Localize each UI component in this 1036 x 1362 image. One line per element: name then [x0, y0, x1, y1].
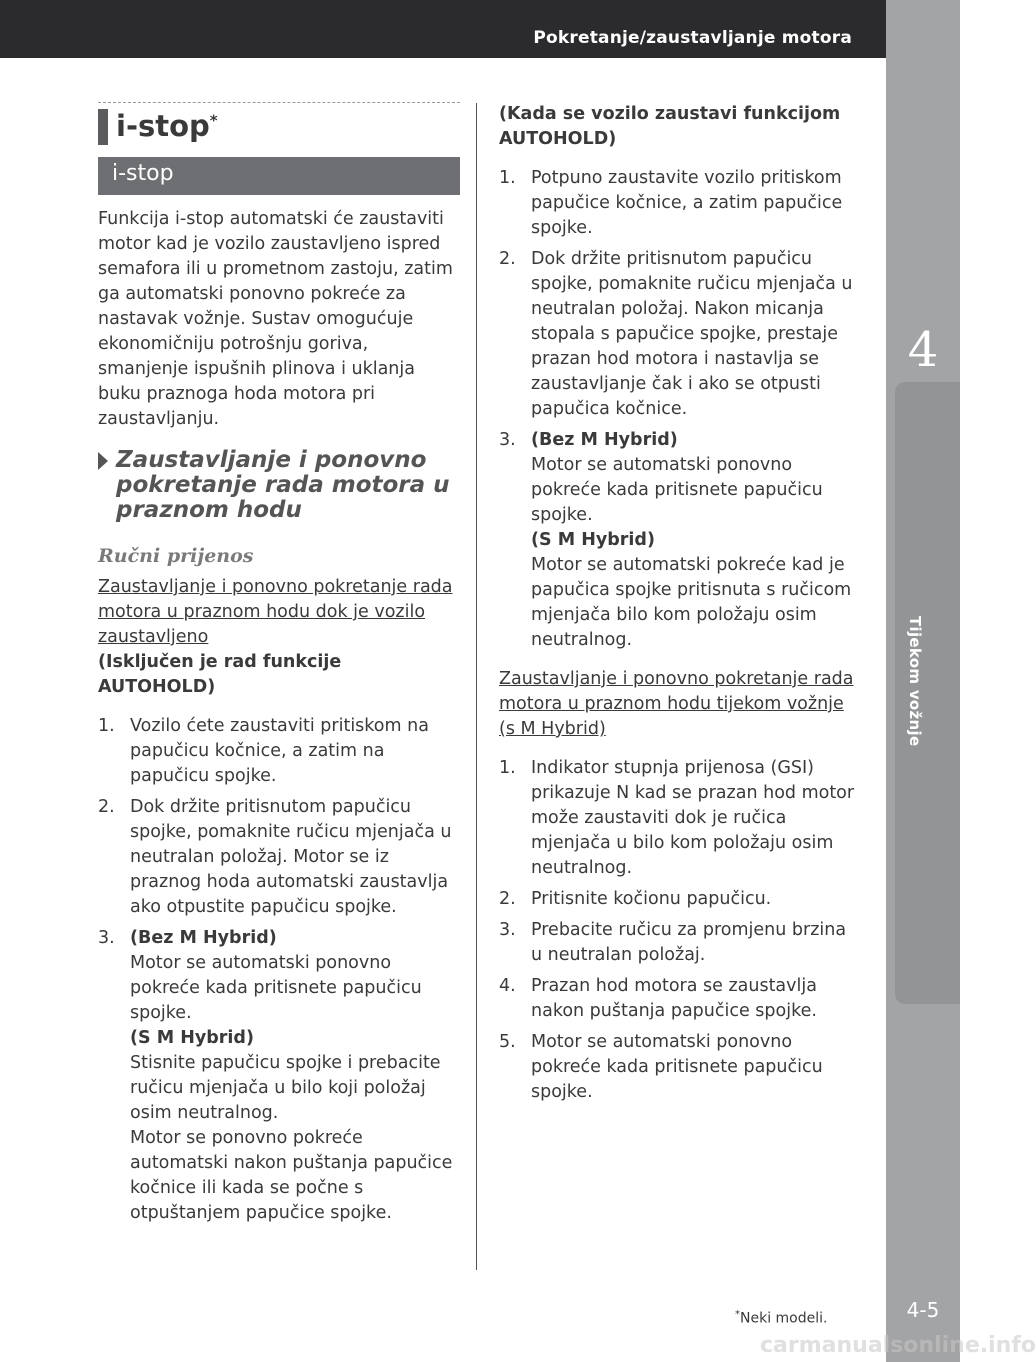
footnote: *Neki modeli.: [735, 1309, 828, 1327]
watermark: carmanualsonline.info: [760, 1333, 1036, 1358]
transmission-heading: Ručni prijenos: [98, 545, 254, 567]
list-item: 3. (Bez M Hybrid) Motor se automatski ponovno pokreće kada pritisnete papučicu spojke. (S M Hybrid) Stisnite papučicu spojke i prebacite ručicu mjenjača u bilo koji položaj osim neutralnog. Motor se ponovno pokreće automatski nakon puštanja papučice kočnice ili kada se počne s otpuštanjem papučice spojke.: [98, 928, 453, 1223]
list-item: 2. Dok držite pritisnutom papučicu spojke, pomaknite ručicu mjenjača u neutralan položaj. Motor se iz praznog hoda automatski zaustavlja ako otpustite papučicu spojke.: [98, 797, 452, 917]
chapter-number: 4: [907, 322, 939, 378]
list-item: 1. Potpuno zaustavite vozilo pritiskom papučice kočnice, a zatim papučice spojke.: [499, 168, 843, 238]
topic-heading: [98, 448, 460, 523]
driving-procedure-title: Zaustavljanje i ponovno pokretanje rada motora u praznom hodu tijekom vožnje (s M Hybrid): [499, 669, 854, 739]
section-title: i-stop*: [116, 109, 218, 143]
list-item: 3. (Bez M Hybrid) Motor se automatski ponovno pokreće kada pritisnete papučicu spojke. (S M Hybrid) Motor se automatski pokreće kad je papučica spojke pritisnuta s ručicom mjenjača bilo kom položaju osim neutralnog.: [499, 430, 852, 650]
topic-title: Zaustavljanje i ponovno pokretanje rada motora u praznom hodu: [116, 447, 450, 523]
page-number: 4-5: [906, 1298, 940, 1322]
driving-procedure-list: [499, 756, 861, 1105]
left-column: [98, 100, 460, 1232]
autohold-list: [499, 166, 861, 653]
list-item: 2. Dok držite pritisnutom papučicu spojke, pomaknite ručicu mjenjača u neutralan položaj. Nakon micanja stopala s papučice spojke, prestaje prazan hod motora i nastavlja se zaustavljanje čak i ako se otpusti papučica kočnice.: [499, 249, 853, 419]
section-heading: [98, 102, 460, 147]
list-item: 4. Prazan hod motora se zaustavlja nakon puštanja papučice spojke.: [499, 976, 817, 1021]
list-item: 1. Vozilo ćete zaustaviti pritiskom na papučicu kočnice, a zatim na papučicu spojke.: [98, 716, 429, 786]
right-column: [499, 100, 861, 1111]
chapter-label: Tijekom vožnje: [906, 616, 924, 747]
column-divider: [476, 103, 477, 1270]
header-title: Pokretanje/zaustavljanje motora: [533, 28, 852, 48]
procedure-condition: (Isključen je rad funkcije AUTOHOLD): [98, 652, 342, 697]
triangle-bullet-icon: [98, 452, 108, 470]
subsection-band: i-stop: [98, 157, 460, 195]
list-item: 2. Pritisnite kočionu papučicu.: [499, 889, 772, 909]
procedure-list: [98, 714, 460, 1226]
intro-paragraph: Funkcija i-stop automatski će zaustaviti motor kad je vozilo zaustavljeno ispred semafora ili u prometnom zastoju, zatim ga automatski ponovno pokreće za nastavak vožnje. Sustav omogućuje ekonomičniju potrošnju goriva, smanjenje ispušnih plinova i uklanja buku praznoga hoda motora pri zaustavljanju.: [98, 209, 453, 429]
list-item: 5. Motor se automatski ponovno pokreće kada pritisnete papučicu spojke.: [499, 1032, 823, 1102]
heading-bar: [98, 109, 108, 145]
list-item: 3. Prebacite ručicu za promjenu brzina u neutralan položaj.: [499, 920, 847, 965]
footnote-mark: *: [209, 111, 218, 130]
list-item: 1. Indikator stupnja prijenosa (GSI) prikazuje N kad se prazan hod motor može zaustaviti dok je ručica mjenjača u bilo kom položaju osim neutralnog.: [499, 758, 855, 878]
autohold-heading: (Kada se vozilo zaustavi funkcijom AUTOHOLD): [499, 104, 841, 149]
procedure-title: Zaustavljanje i ponovno pokretanje rada motora u praznom hodu dok je vozilo zaustavljeno: [98, 577, 453, 647]
